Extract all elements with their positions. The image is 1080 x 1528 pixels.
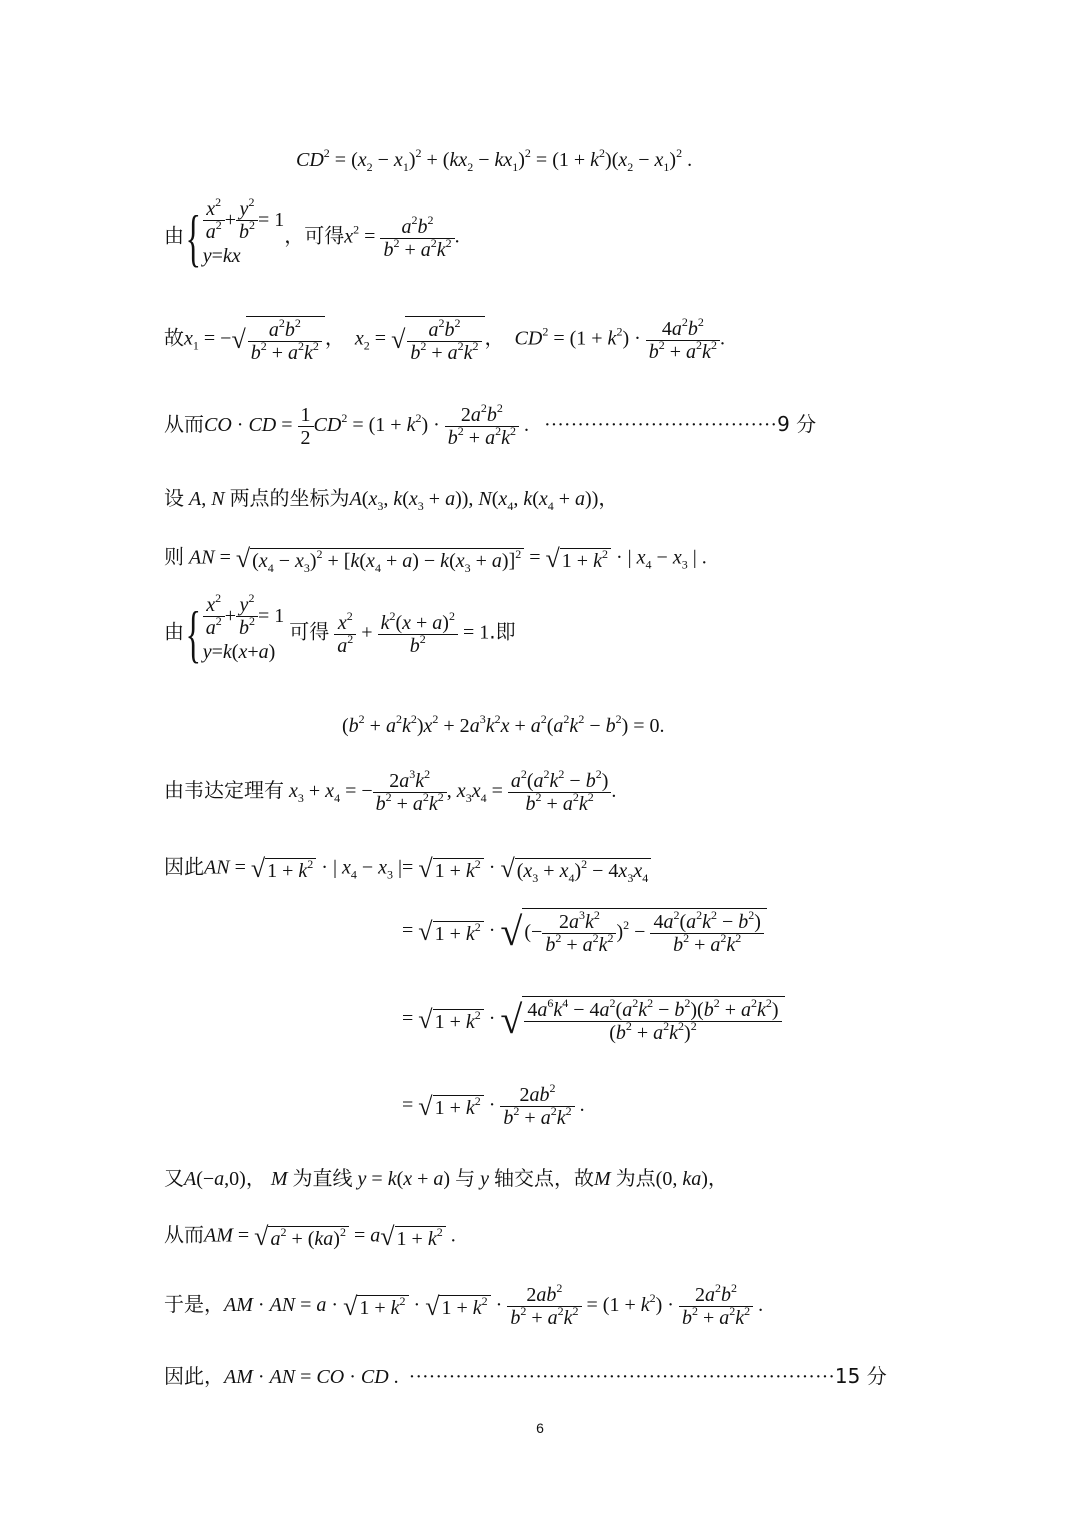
text-set-a-n: 设 A, N 两点的坐标为$A(x_3$, $k(x_3 + a)$), $N(x_4$, $k(x_4 + a)$)，	[164, 486, 619, 513]
page-number: 6	[536, 1420, 544, 1436]
eq-x1-x2-cd: 故$x_1$ = −√ $\frac{a^2b^2}{b^2 + a^2k^2}$ ， $x_2$ = √ $\frac{a^2b^2}{b^2 + a^2k^2}$ ， $CD^2 = (1 + k^2)$ · $\frac{4a^2b^2}{b^2 + a^2k^2}$ .	[164, 314, 725, 364]
text-gu: 故	[164, 325, 184, 350]
eq-conclusion: 因此，AM · AN = CO · CD . ································································15 分	[164, 1364, 887, 1388]
eq-co-cd: 从而CO · CD = $\frac{1}{2}$ $CD^2 = (1 + k^2)$ · $\frac{2a^2b^2}{b^2 + a^2k^2}$ . ···································9 分	[164, 401, 817, 449]
eq-vieta: 由韦达定理有 $x_3 + x_4$ = − $\frac{2a^3k^2}{b^2 + a^2k^2}$ , $x_3x_4$ = $\frac{a^2(a^2k^2 - b^2)}{b^2 + a^2k^2}$ .	[164, 767, 617, 815]
score-9: 9 分	[777, 412, 817, 437]
eq-system-ellipse-line: 由{ $\frac{x^2}{a^2}$ + $\frac{y^2}{b^2}$ = 1 y = kx ，可得$x^2$ = $\frac{a^2b^2}{b^2 + a^2k^2}$ .	[164, 194, 460, 273]
eq-an-result: = √ $1 + k^2$ · $\frac{2ab^2}{b^2 + a^2k^2}$ .	[402, 1081, 585, 1129]
text-a-m: 又A(−a,0)， M 为直线 y = k(x + a) 与 y 轴交点，故M 为点(0, ka)，	[164, 1166, 728, 1190]
eq-system-ellipse-line-2: 由{ $\frac{x^2}{a^2}$ + $\frac{y^2}{b^2}$ = 1 y = k ( x + a ) 可得 $\frac{x^2}{a^2}$ + $\frac{k^2(x + a)^2}{b^2}$ = 1.即	[164, 590, 516, 669]
text-you: 由	[164, 223, 184, 248]
text-conger: 从而	[164, 412, 204, 437]
eq-am-an: 于是，AM · AN = a · √ $1 + k^2$ · √ $1 + k^2$ · $\frac{2ab^2}{b^2 + a^2k^2}$ = $(1 + k^2)$ · $\frac{2a^2b^2}{b^2 + a^2k^2}$ .	[164, 1281, 764, 1329]
eq-cd-squared: $CD^2 = (x_2 - x_1)^2 + (kx_2 - kx_1)^2 = (1 + k^2)(x_2 - x_1)^2$ .	[296, 146, 693, 174]
text-kede-comma: ，可得	[284, 223, 345, 248]
eq-an-derivation-3: = √ $1 + k^2$ · √ $\frac{4a^6k^4 - 4a^2(a^2k^2 - b^2)(b^2 + a^2k^2)}{(b^2 + a^2k^2)^2}$	[402, 996, 785, 1044]
eq-an: 则 AN = √ $(x_4 - x_3)^2 + [k(x_4 + a) - k(x_3 + a)]^2$ = √ $1 + k^2$ · | $x_4 - x_3$ | .	[164, 544, 707, 575]
eq-an-derivation-1: 因此AN = √ $1 + k^2$ · | $x_4 - x_3$ |= √ $1 + k^2$ · √ $(x_3 + x_4)^2 - 4x_3x_4$	[164, 856, 651, 882]
eq-an-derivation-2: = √ $1 + k^2$ · √ (− $\frac{2a^3k^2}{b^2 + a^2k^2}$ )$^2$ − $\frac{4a^2(a^2k^2 - b^2)}{b^2 + a^2k^2}$	[402, 908, 767, 956]
eq-quadratic: $(b^2 + a^2k^2)x^2 + 2a^3k^2x + a^2(a^2k^2 - b^2) = 0$.	[342, 712, 665, 737]
score-15: 15 分	[834, 1364, 887, 1388]
eq-am: 从而AM = √ $a^2 + (ka)^2 = a√$ $1 + k^2$ .	[164, 1222, 456, 1251]
